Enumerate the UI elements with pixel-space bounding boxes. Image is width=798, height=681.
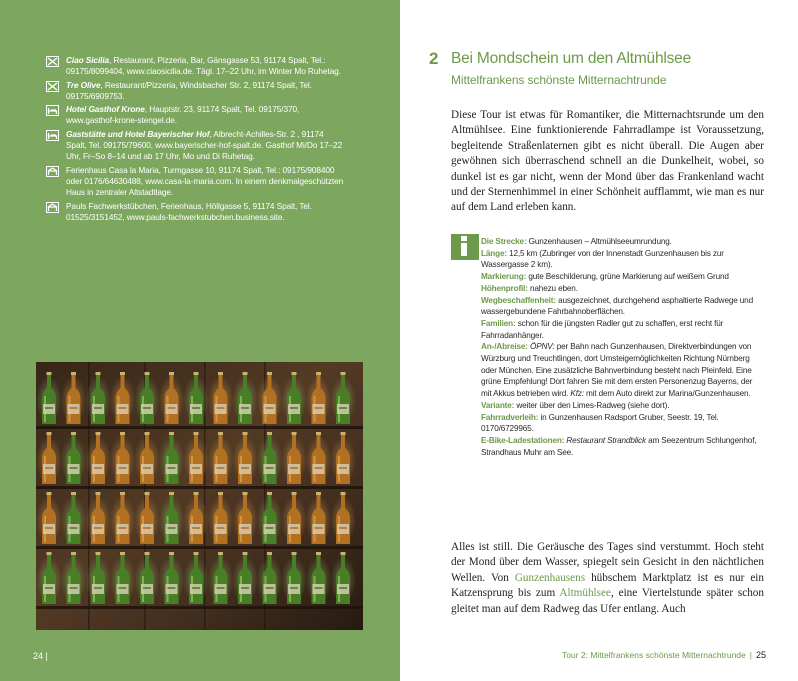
intro-paragraph: Diese Tour ist etwas für Romantiker, die Mitternachtsrunde um den Altmühlsee. Eine funktionierende Fahrradlampe ist Voraussetzung, begleitende Straßenlaternen gibt es nicht überall. Die Augen aber gewöhnen sich überraschend schnell an die Dunkelheit, wobei, so dunkel ist es gar nicht, wenn der Mond über das Frankenland wacht und der Sternenhimmel in einer Schönheit aufflammt, wie man es nur auf dem Land erleben kann.	[451, 109, 764, 214]
listing-details: , Restaurant, Pizzeria, Bar, Gänsgasse 53, 91174 Spalt, Tel.: 09175/8099404, www.ciaosicilia.de. Tägl. 17–22 Uhr, im Winter Mo Ruhetag.	[66, 55, 341, 77]
info-label: Höhenprofil:	[481, 283, 528, 293]
body-paragraph: Alles ist still. Die Geräusche des Tages sind verstummt. Hoch steht der Mond über dem Wasser, spiegelt sein Gesicht in den nächtlichen Wellen. Von Gunzenhausens hübschem Marktplatz ist es nur ein Katzensprung bis zum Altmühlsee, eine Viertelstunde später schon gleitet man auf dem Radweg das Ufer entlang. Auch	[451, 541, 764, 615]
page-number-right: 25	[755, 650, 766, 660]
info-item	[481, 236, 764, 248]
listing-details: , Restaurant/Pizzeria, Windsbacher Str. 2, 91174 Spalt, Tel. 09175/6909753.	[66, 79, 312, 101]
info-label: Länge:	[481, 248, 507, 258]
holiday-home-icon	[46, 202, 59, 213]
listing-details: , Albrecht-Achilles-Str. 2 , 91174 Spalt, Tel. 09175/79600, www.bayerischer-hof-spalt.de. Gasthof Mi/Do 17–22 Uhr, Fr–So 8–14 und ab 17 Uhr, Mo und Di Ruhetag.	[66, 128, 343, 162]
restaurant-icon	[46, 56, 59, 67]
info-item	[481, 295, 764, 318]
listing-item	[46, 129, 346, 163]
hotel-icon	[46, 130, 59, 141]
bottle-wall-photo	[36, 362, 363, 630]
info-label: Familien:	[481, 318, 516, 328]
info-icon	[451, 234, 477, 260]
listing-name: Tre Olive	[66, 79, 101, 90]
info-text: per Bahn nach Gunzenhausen, Direktverbindungen von Würzburg und Treuchtlingen, dort Umsteigemöglichkeiten Richtung Nürnberg oder München. Eine zusätzliche Bahnverbindung besteht nach Pleinfeld. Eine grüne Empfehlung! Dort fahren Sie mit dem ersten Personenzug Bayerns, der mit Akkus betrieben wird.	[481, 342, 753, 399]
info-item	[481, 271, 764, 283]
listing-item	[46, 201, 346, 224]
info-text: am Seezentrum Schlungenhof, Strandhaus Muhr am See.	[481, 435, 757, 457]
info-item	[481, 400, 764, 412]
running-footer	[562, 650, 766, 660]
listing-item	[46, 55, 346, 78]
info-item	[481, 412, 764, 435]
info-list	[481, 236, 764, 458]
chapter-title: Bei Mondschein um den Altmühlsee	[451, 50, 692, 67]
info-label: Wegbeschaffenheit:	[481, 295, 556, 305]
footer-separator: |	[749, 650, 752, 660]
info-text: in Gunzenhausen Radsport Gruber, Seestr. 19, Tel. 0170/6729965.	[481, 412, 719, 434]
listing-item	[46, 80, 346, 103]
opnv-label: ÖPNV:	[530, 342, 555, 352]
listing-item	[46, 165, 346, 199]
page-number-left: 24 |	[33, 651, 48, 661]
info-item	[481, 283, 764, 295]
info-label: Die Strecke:	[481, 237, 527, 246]
info-item	[481, 318, 764, 341]
info-item	[481, 435, 764, 458]
info-text: schon für die jüngsten Radler gut zu schaffen, erst recht für Fahrradanhänger.	[481, 318, 724, 340]
restaurant-icon	[46, 81, 59, 92]
info-label: An-/Abreise:	[481, 342, 528, 352]
listing-details: Ferienhaus Casa la Maria, Turmgasse 10, 91174 Spalt, Tel.: 09175/908400 oder 0176/64630488, www.casa-la-maria.com. In einem denkmalgeschützten Haus in zentraler Altstadtlage.	[66, 164, 344, 198]
listing-details: Pauls Fachwerkstübchen, Ferienhaus, Höllgasse 5, 91174 Spalt, Tel. 01525/3151452, www.pauls-fachwerkstubchen.business.site.	[66, 200, 312, 222]
listing-name: Hotel Gasthof Krone	[66, 104, 145, 115]
info-text: mit dem Auto direkt zur Marina/Gunzenhausen.	[583, 389, 751, 399]
info-label: E-Bike-Ladestationen:	[481, 435, 565, 445]
info-text: nahezu eben.	[527, 283, 578, 293]
info-text: ausgezeichnet, durchgehend asphaltierte Radwege und wassergebundene Fahrbahnoberflächen.	[481, 295, 753, 317]
hotel-icon	[46, 105, 59, 116]
link-gunzenhausen: Gunzenhausens	[514, 571, 586, 584]
info-text: gute Beschilderung, grüne Markierung auf weißem Grund	[526, 272, 729, 282]
info-text: 12,5 km (Zubringer von der Innenstadt Gunzenhausen bis zur Wassergasse 2 km).	[481, 248, 724, 270]
info-text: Gunzenhausen – Altmühlseeumrundung.	[526, 237, 672, 246]
info-italic: Restaurant Strandblick	[566, 435, 646, 445]
right-page	[400, 0, 798, 681]
info-item	[481, 248, 764, 271]
info-item	[481, 341, 764, 400]
listing-name: Ciao Sicilia	[66, 55, 110, 65]
kfz-label: Kfz:	[570, 389, 584, 399]
info-label: Markierung:	[481, 272, 527, 282]
link-altmuehlsee: Altmühlsee	[559, 587, 611, 600]
info-text: weiter über den Limes-Radweg (siehe dort).	[514, 400, 670, 410]
listing-details: , Hauptstr. 23, 91174 Spalt, Tel. 09175/370, www.gasthof-krone-stengel.de.	[66, 104, 300, 126]
chapter-subtitle: Mittelfrankens schönste Mitternachtrunde	[451, 73, 667, 87]
listing-item	[46, 104, 346, 127]
listing-name: Gaststätte und Hotel Bayerischer Hof	[66, 128, 210, 139]
chapter-number: 2	[429, 49, 439, 68]
info-label: Fahrradverleih:	[481, 412, 539, 422]
holiday-home-icon	[46, 166, 59, 177]
listings	[46, 55, 346, 225]
info-label: Variante:	[481, 400, 515, 410]
footer-title: Tour 2: Mittelfrankens schönste Mitternachtrunde	[561, 650, 746, 660]
